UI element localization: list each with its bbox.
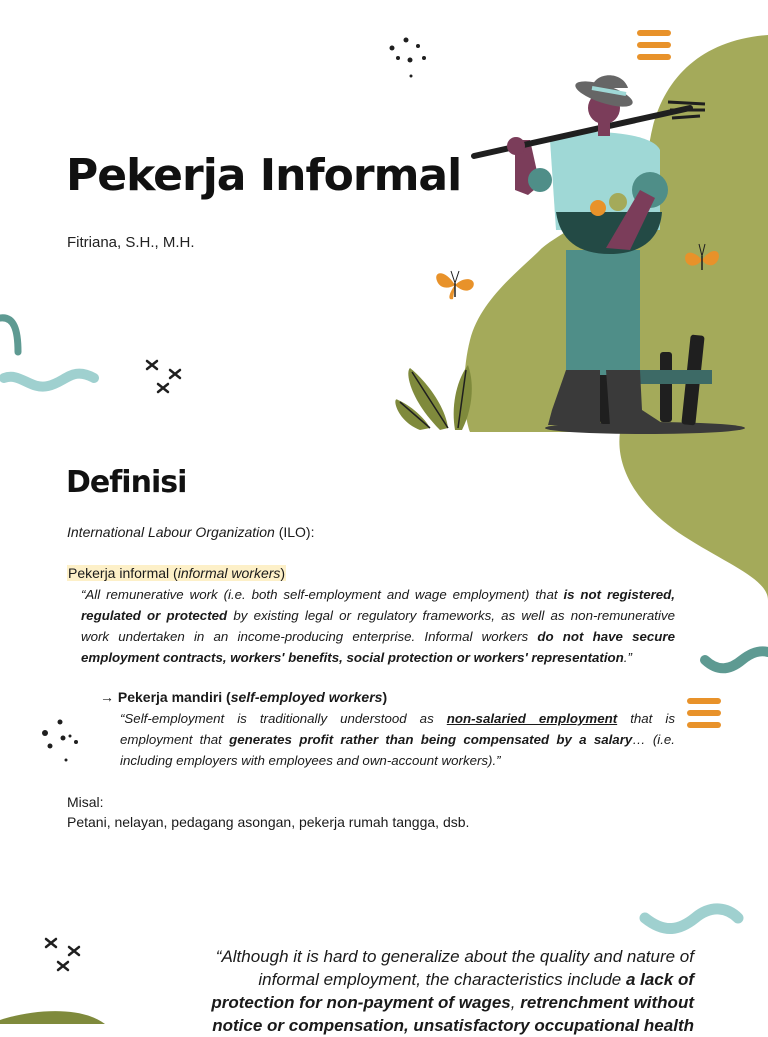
quote-emphasis-underlined: non-salaried employment bbox=[446, 711, 618, 726]
arrow-icon: → bbox=[100, 689, 114, 705]
self-employed-label-italic: self-employed workers bbox=[230, 689, 383, 705]
quote-emphasis: generates profit rather than being compensated by a salary bbox=[229, 732, 633, 747]
sparkle-cross-icon bbox=[46, 939, 79, 970]
quote-emphasis: retrenchment without notice or compensation, unsatisfactory occupational health bbox=[212, 993, 694, 1035]
quote-text: , bbox=[510, 993, 521, 1012]
page-title: Pekerja Informal bbox=[66, 150, 462, 201]
bottom-quote bbox=[200, 945, 694, 1037]
stripe-icon bbox=[640, 33, 668, 57]
quote-emphasis: do not have secure employment contracts, workers' benefits, social protection or workers' representation bbox=[81, 629, 676, 665]
self-employed-label-prefix: Pekerja mandiri ( bbox=[117, 689, 231, 705]
quote-text: “Although it is hard to generalize about the quality and nature of informal employment, the characteristics include bbox=[215, 947, 694, 989]
quote-text: … (i.e. including employers with employees and own-account workers).” bbox=[120, 732, 675, 768]
quote-text: “Self-employment is traditionally understood as bbox=[120, 711, 447, 726]
quote-text: by existing legal or regulatory frameworks, as well as non-remunerative work undertaken in an income-producing enterprise. Informal workers bbox=[81, 608, 675, 644]
organization-name: International Labour Organization bbox=[67, 524, 275, 540]
quote-emphasis: a lack of protection for non-payment of wages bbox=[211, 970, 694, 1012]
quote-text: .” bbox=[623, 650, 632, 665]
self-employed-label-suffix: ) bbox=[382, 689, 388, 705]
dots-icon bbox=[390, 38, 427, 78]
example-block bbox=[67, 792, 469, 832]
wave-squiggle bbox=[645, 909, 738, 929]
informal-label-suffix: ) bbox=[280, 565, 286, 581]
wave-squiggle bbox=[705, 651, 768, 668]
quote-text: “All remunerative work (i.e. both self-employment and wage employment) that bbox=[81, 587, 564, 602]
author-name: Fitriana, S.H., M.H. bbox=[67, 234, 195, 251]
self-employed-definition-quote bbox=[120, 708, 675, 771]
stripe-icon bbox=[690, 701, 718, 725]
informal-label-italic: informal workers bbox=[177, 565, 281, 581]
quote-emphasis: is not registered, regulated or protected bbox=[81, 587, 675, 623]
leaf-plant-icon bbox=[395, 365, 471, 430]
olive-blob-bottom bbox=[0, 1011, 105, 1024]
informal-label-prefix: Pekerja informal ( bbox=[68, 565, 178, 581]
informal-definition-quote bbox=[81, 584, 675, 668]
example-label: Misal: bbox=[67, 794, 104, 810]
informal-heading bbox=[67, 565, 286, 581]
dots-icon bbox=[42, 720, 78, 762]
sparkle-cross-icon bbox=[147, 361, 180, 392]
organization-label bbox=[67, 524, 314, 540]
butterfly-icon bbox=[436, 271, 474, 299]
wave-squiggle bbox=[4, 374, 94, 387]
example-text: Petani, nelayan, pedagang asongan, pekerja rumah tangga, dsb. bbox=[67, 814, 470, 830]
quote-text: that is employment that bbox=[120, 711, 676, 747]
organization-abbr: (ILO): bbox=[278, 524, 315, 540]
self-employed-heading bbox=[100, 689, 387, 705]
wave-squiggle bbox=[0, 318, 18, 352]
section-title: Definisi bbox=[66, 465, 187, 500]
